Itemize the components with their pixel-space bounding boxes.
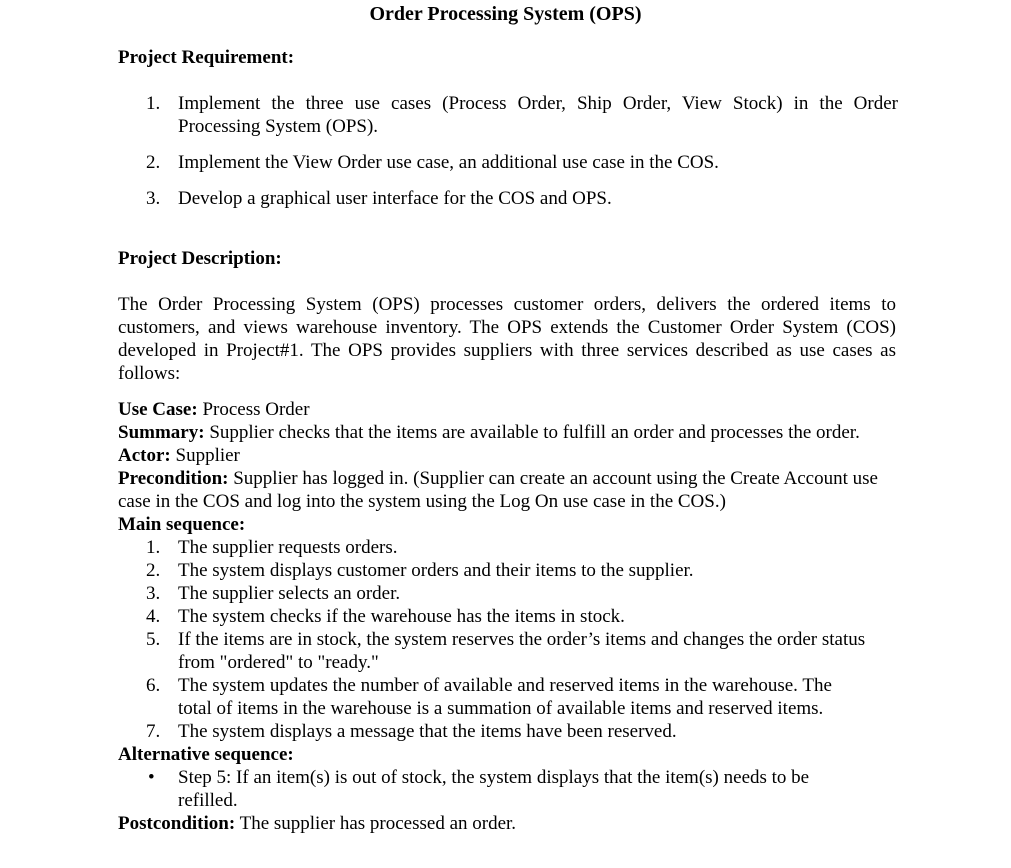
step-text: The supplier requests orders. [178, 537, 398, 558]
list-item [118, 766, 868, 812]
list-item [118, 151, 898, 174]
actor-line [118, 444, 898, 467]
step-number: 7. [146, 721, 161, 742]
actor-label: Actor: [118, 445, 171, 466]
main-sequence-list [118, 536, 898, 743]
list-item [118, 92, 898, 138]
list-item-number: 2. [146, 152, 161, 173]
step-number: 2. [146, 560, 161, 581]
postcondition-label: Postcondition: [118, 813, 236, 834]
requirement-list [118, 92, 898, 223]
use-case-value: Process Order [197, 399, 310, 420]
main-sequence-label: Main sequence: [118, 514, 246, 535]
alternative-sequence-line [118, 743, 898, 766]
list-item-number: 3. [146, 188, 161, 209]
step-number: 5. [146, 629, 161, 650]
summary-label: Summary: [118, 422, 205, 443]
postcondition-value: The supplier has processed an order. [235, 813, 517, 834]
description-paragraph: The Order Processing System (OPS) processes customer orders, delivers the ordered items to customers, and views warehouse inventory. The OPS extends the Customer Order System (COS) developed in Project#1. The OPS provides suppliers with three services described as use cases as follows: [118, 294, 896, 384]
summary-line [118, 421, 898, 444]
step-number: 1. [146, 537, 161, 558]
step-text: The system checks if the warehouse has the items in stock. [178, 606, 625, 627]
alternative-sequence-list [118, 766, 898, 812]
document-title: Order Processing System (OPS) [369, 3, 642, 25]
list-item [118, 605, 868, 628]
requirement-heading: Project Requirement: [118, 47, 295, 68]
precondition-value: Supplier has logged in. (Supplier can create an account using the Create Account use case in the COS and log into the system using the Log On use case in the COS.) [118, 468, 878, 512]
main-sequence-line [118, 513, 898, 536]
precondition-label: Precondition: [118, 468, 229, 489]
step-number: 3. [146, 583, 161, 604]
alternative-sequence-label: Alternative sequence: [118, 744, 294, 765]
step-text: The supplier selects an order. [178, 583, 401, 604]
list-item [118, 582, 868, 605]
step-text: The system displays a message that the items have been reserved. [178, 721, 677, 742]
precondition-line [118, 467, 898, 513]
step-number: 4. [146, 606, 161, 627]
list-item-text: Develop a graphical user interface for the COS and OPS. [178, 188, 612, 209]
list-item-number: 1. [146, 93, 161, 114]
postcondition-line [118, 812, 898, 835]
list-item-text: Implement the three use cases (Process Order, Ship Order, View Stock) in the Order Processing System (OPS). [178, 93, 898, 137]
actor-value: Supplier [170, 445, 240, 466]
step-text: The system updates the number of available and reserved items in the warehouse. The total of items in the warehouse is a summation of available items and reserved items. [178, 675, 832, 719]
summary-value: Supplier checks that the items are available to fulfill an order and processes the order. [204, 422, 860, 443]
list-item [118, 559, 868, 582]
list-item [118, 536, 868, 559]
list-item [118, 720, 868, 743]
use-case-line [118, 398, 898, 421]
step-text: The system displays customer orders and their items to the supplier. [178, 560, 694, 581]
list-item [118, 628, 868, 674]
list-item-text: Implement the View Order use case, an additional use case in the COS. [178, 152, 719, 173]
description-heading: Project Description: [118, 248, 282, 269]
list-item [118, 187, 898, 210]
use-case-block [118, 398, 898, 835]
step-text: If the items are in stock, the system reserves the order’s items and changes the order status from "ordered" to "ready." [178, 629, 866, 673]
list-item [118, 674, 868, 720]
use-case-label: Use Case: [118, 399, 198, 420]
step-text: Step 5: If an item(s) is out of stock, the system displays that the item(s) needs to be refilled. [178, 767, 810, 811]
step-number: 6. [146, 675, 161, 696]
bullet-icon: • [148, 767, 155, 788]
